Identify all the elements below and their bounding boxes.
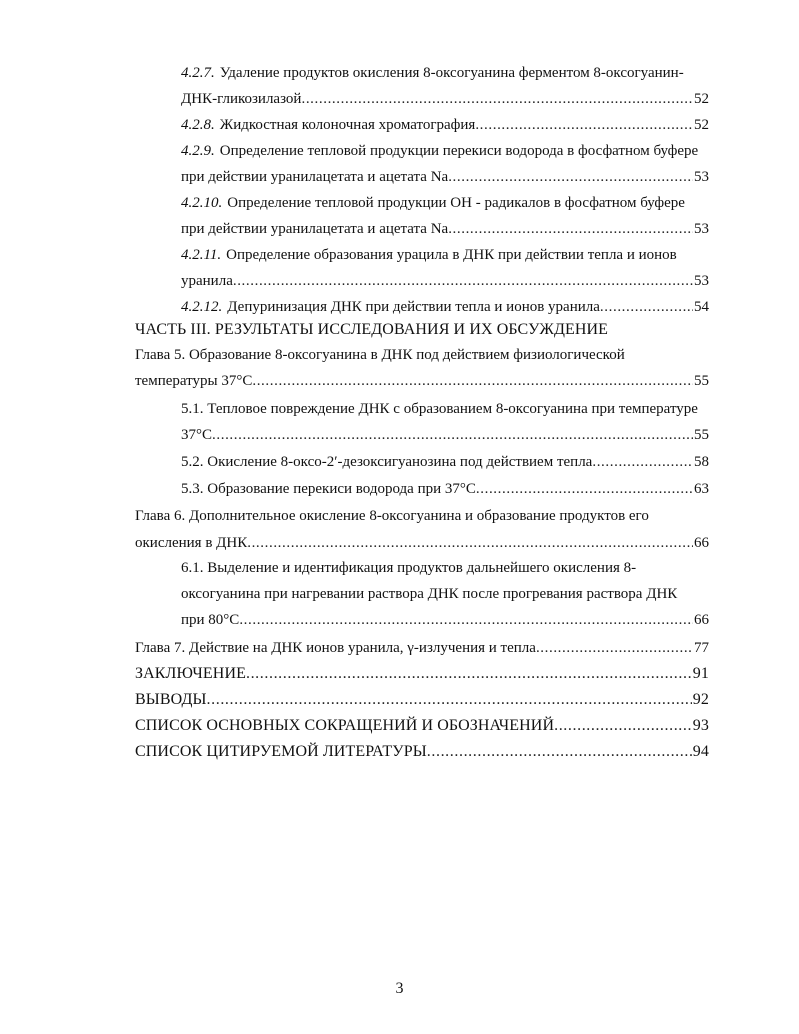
toc-entry-conclusion — [135, 661, 709, 687]
toc-leader-dots — [252, 368, 693, 394]
toc-page-number: 92 — [692, 691, 709, 708]
toc-leader-dots — [448, 216, 693, 242]
toc-leader-dots — [247, 530, 693, 556]
toc-entry-text: 5.1. Тепловое повреждение ДНК с образованием 8-оксогуанина при температуре — [181, 401, 698, 417]
toc-entry-6-1-cont2 — [181, 607, 709, 633]
toc-entry-chapter-6-cont — [135, 530, 709, 556]
toc-entry-4-2-10 — [181, 190, 709, 216]
toc-entry-text: Жидкостная колоночная хроматография — [219, 117, 476, 133]
toc-section-number: 4.2.12. — [181, 299, 223, 315]
toc-section-number: 4.2.7. — [181, 65, 215, 81]
toc-entry-4-2-11-cont — [181, 268, 709, 294]
toc-leader-dots — [246, 661, 692, 687]
toc-entry-chapter-5-cont — [135, 368, 709, 394]
toc-entry-5-1 — [181, 396, 709, 422]
toc-leader-dots — [554, 713, 692, 739]
toc-entry-text: при 80°С — [181, 612, 240, 628]
toc-page-number: 66 — [694, 612, 709, 628]
toc-entry-4-2-9 — [181, 138, 709, 164]
toc-section-number: 4.2.9. — [181, 143, 215, 159]
toc-page-number: 77 — [694, 640, 709, 656]
toc-entry-text: СПИСОК ЦИТИРУЕМОЙ ЛИТЕРАТУРЫ — [135, 743, 427, 760]
toc-entry-chapter-7 — [135, 635, 709, 661]
toc-section-number: 4.2.8. — [181, 117, 215, 133]
toc-entry-abbreviations — [135, 713, 709, 739]
toc-leader-dots — [239, 607, 693, 633]
toc-page-number: 55 — [694, 373, 709, 389]
toc-entry-5-2 — [181, 449, 709, 475]
toc-page-number: 53 — [694, 273, 709, 289]
toc-leader-dots — [592, 449, 693, 475]
toc-entry-text: 5.2. Окисление 8-оксо-2′-дезоксигуанозина под действием тепла — [181, 454, 593, 470]
toc-entry-5-1-cont — [181, 422, 709, 448]
toc-page-number: 63 — [694, 481, 709, 497]
toc-entry-4-2-7 — [181, 60, 709, 86]
toc-entry-4-2-11 — [181, 242, 709, 268]
toc-entry-text: Глава 5. Образование 8-оксогуанина в ДНК под действием физиологической — [135, 347, 625, 363]
toc-entry-5-3 — [181, 476, 709, 502]
toc-entry-text: 5.3. Образование перекиси водорода при 37°С — [181, 481, 476, 497]
toc-entry-text: 37°С — [181, 427, 213, 443]
toc-entry-text: СПИСОК ОСНОВНЫХ СОКРАЩЕНИЙ И ОБОЗНАЧЕНИЙ — [135, 717, 555, 734]
toc-entry-text: Глава 7. Действие на ДНК ионов уранила, γ-излучения и тепла — [135, 640, 536, 656]
toc-entry-text: 6.1. Выделение и идентификация продуктов дальнейшего окисления 8- — [181, 560, 637, 576]
toc-entry-text: окисления в ДНК — [135, 535, 248, 551]
toc-entry-text: уранила — [181, 273, 233, 289]
toc-leader-dots — [207, 687, 692, 713]
toc-entry-text: Определение тепловой продукции ОН - радикалов в фосфатном буфере — [227, 195, 685, 211]
toc-entry-text: ЗАКЛЮЧЕНИЕ — [135, 665, 246, 682]
toc-entry-text: Депуринизация ДНК при действии тепла и ионов уранила — [227, 299, 600, 315]
toc-page-number: 54 — [694, 299, 709, 315]
toc-page-number: 53 — [694, 169, 709, 185]
toc-entry-4-2-9-cont — [181, 164, 709, 190]
toc-entry-4-2-7-cont — [181, 86, 709, 112]
toc-entry-text: Определение тепловой продукции перекиси водорода в фосфатном буфере — [219, 143, 699, 159]
toc-entry-text: Удаление продуктов окисления 8-оксогуанина ферментом 8-оксогуанин- — [219, 65, 684, 81]
toc-page-number: 66 — [694, 535, 709, 551]
toc-entry-text: ВЫВОДЫ — [135, 691, 207, 708]
toc-page-number: 91 — [692, 665, 709, 682]
toc-entry-text: Определение образования урацила в ДНК при действии тепла и ионов — [226, 247, 677, 263]
toc-page-number: 52 — [694, 91, 709, 107]
toc-entry-text: при действии уранилацетата и ацетата Na — [181, 221, 449, 237]
toc-entry-text: ЧАСТЬ III. РЕЗУЛЬТАТЫ ИССЛЕДОВАНИЯ И ИХ ОБСУЖДЕНИЕ — [135, 321, 609, 338]
toc-entry-4-2-8 — [181, 112, 709, 138]
toc-entry-findings — [135, 687, 709, 713]
toc-entry-references — [135, 739, 709, 765]
toc-leader-dots — [212, 422, 693, 448]
toc-entry-chapter-6 — [135, 503, 709, 529]
toc-entry-chapter-5 — [135, 342, 709, 368]
toc-page-number: 52 — [694, 117, 709, 133]
toc-entry-6-1-cont — [181, 581, 709, 607]
toc-leader-dots — [476, 476, 693, 502]
toc-entry-4-2-10-cont — [181, 216, 709, 242]
toc-leader-dots — [301, 86, 693, 112]
toc-entry-text: при действии уранилацетата и ацетата Na — [181, 169, 449, 185]
toc-entry-text: оксогуанина при нагревании раствора ДНК после прогревания раствора ДНК — [181, 586, 678, 602]
toc-leader-dots — [475, 112, 693, 138]
toc-page-number: 55 — [694, 427, 709, 443]
toc-section-number: 4.2.11. — [181, 247, 222, 263]
toc-leader-dots — [233, 268, 693, 294]
toc-leader-dots — [427, 739, 692, 765]
toc-section-number: 4.2.10. — [181, 195, 223, 211]
toc-part-heading — [135, 317, 709, 343]
toc-page-number: 58 — [694, 454, 709, 470]
toc-leader-dots — [536, 635, 693, 661]
toc-page-number: 94 — [692, 743, 709, 760]
toc-entry-text: ДНК-гликозилазой — [181, 91, 302, 107]
toc-leader-dots — [448, 164, 693, 190]
toc-page-number: 53 — [694, 221, 709, 237]
page-number: 3 — [395, 980, 404, 997]
toc-entry-text: температуры 37°С — [135, 373, 253, 389]
toc-entry-text: Глава 6. Дополнительное окисление 8-оксогуанина и образование продуктов его — [135, 508, 649, 524]
toc-page-number: 93 — [692, 717, 709, 734]
toc-entry-6-1 — [181, 555, 709, 581]
